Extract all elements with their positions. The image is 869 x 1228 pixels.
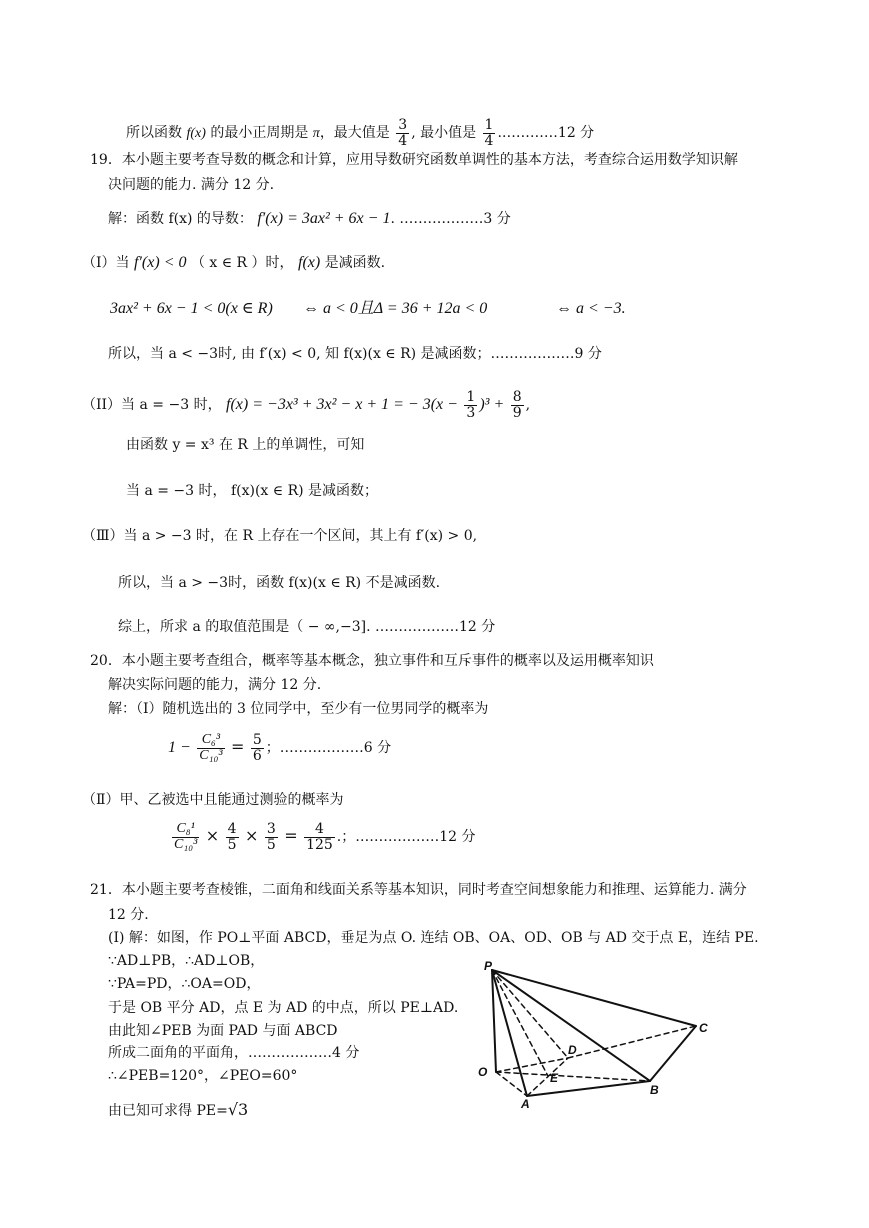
fraction-1-3: $\frac{1}{3}$ <box>466 389 476 421</box>
fraction-5-6: $\frac{5}{6}$ <box>252 732 262 764</box>
text: （II）当 a = −3 时， <box>82 397 222 414</box>
q19-conclusion-i: 所以，当 a < −3时, 由 f′(x) < 0, 知 f(x)(x ∈ R) 是减函数；………………9 分 <box>108 346 602 362</box>
text: （ x ∈ R ）时， <box>190 255 294 271</box>
fraction-1-4: $\frac{1}{4}$ <box>484 117 494 149</box>
q19-inequality-1: 3ax² + 6x − 1 < 0(x ∈ R) <box>110 300 273 317</box>
math-derivative: f′(x) = 3ax² + 6x − 1 <box>257 210 391 227</box>
math-expansion: f(x) = −3x³ + 3x² − x + 1 = − 3(x − <box>226 396 458 414</box>
edge-BC <box>650 1026 696 1081</box>
q21-part-i: (I) 解：如图，作 PO⊥平面 ABCD，垂足为点 O. 连结 OB、OA、OD、OB 与 AD 交于点 E，连结 PE. <box>108 930 759 946</box>
text: 的最小正周期是 <box>210 125 309 142</box>
q20-header-2: 解决实际问题的能力，满分 12 分. <box>108 677 322 693</box>
edge-PE <box>492 970 548 1076</box>
fraction-4-5: $\frac{4}{5}$ <box>227 821 237 853</box>
edge-PA <box>492 970 527 1096</box>
label-A: A <box>521 1097 530 1108</box>
q20-header <box>90 654 654 668</box>
text: 所以函数 <box>126 125 182 142</box>
question-number: 21． <box>90 882 122 898</box>
q19-header-2: 决问题的能力. 满分 12 分. <box>108 177 275 193</box>
text: 本小题主要考查棱锥，二面角和线面关系等基本知识，同时考查空间想象能力和推理、运算能力. 满分 <box>121 882 747 898</box>
q21-header-2: 12 分. <box>108 907 149 923</box>
score-text: .…………12 分 <box>497 125 595 142</box>
q19-summary: 综上，所求 a 的取值范围是（ − ∞,−3]. ………………12 分 <box>118 619 496 635</box>
q21-line-h: 所成二面角的平面角，………………4 分 <box>108 1045 360 1061</box>
q20-eq-1: 1 − $\frac{\text{C₆³}}{\text{C₁₀³}}$ = $\frac{5}{6}$ ；………………6 分 <box>168 732 392 764</box>
score-text: ；………………6 分 <box>265 740 392 757</box>
fraction-3-5: $\frac{3}{5}$ <box>266 821 276 853</box>
math-fprime: f′(x) < 0 <box>133 254 187 271</box>
text: 本小题主要考查组合，概率等基本概念，独立事件和互斥事件的概率以及运用概率知识 <box>121 653 654 669</box>
q19-inequality-3: ⇔ a < −3. <box>556 300 626 317</box>
q21-header <box>90 883 747 897</box>
label-P: P <box>484 959 493 973</box>
q21-line-j <box>108 1102 248 1118</box>
label-B: B <box>650 1083 659 1097</box>
text: 由已知可求得 PE= <box>108 1103 228 1119</box>
q21-line-e: ∵PA=PD，∴OA=OD， <box>108 976 261 992</box>
q21-line-g: 由此知∠PEB 为面 PAD 与面 ABCD <box>108 1023 338 1039</box>
math-pi: π <box>312 126 320 142</box>
q19-conclusion-iii: 所以，当 a > −3时，函数 f(x)(x ∈ R) 不是减函数. <box>118 575 441 591</box>
q20-solution: 解：（Ⅰ）随机选出的 3 位同学中，至少有一位男同学的概率为 <box>108 701 489 717</box>
q21-line-d: ∵AD⊥PB，∴AD⊥OB， <box>108 953 265 969</box>
question-number: 20． <box>90 653 122 669</box>
text: 是减函数. <box>324 255 386 271</box>
fraction-8-9: $\frac{8}{9}$ <box>512 389 522 421</box>
q19-derivative-line <box>108 211 511 227</box>
edge-OB <box>496 1072 650 1081</box>
fraction-4-125: $\frac{4}{125}$ <box>306 821 333 853</box>
math-fx: f(x) <box>298 254 321 271</box>
label-C: C <box>699 1021 708 1035</box>
edge-AB <box>527 1081 650 1096</box>
text: , 最小值是 <box>411 125 477 142</box>
edge-OD <box>496 1058 568 1072</box>
math-tail: )³ + <box>479 396 505 414</box>
text: （Ⅰ）当 <box>82 255 130 271</box>
question-number: 19． <box>90 152 122 168</box>
q19-monotonic: 由函数 y = x³ 在 R 上的单调性，可知 <box>126 437 365 453</box>
edge-PB <box>492 970 650 1081</box>
score-text: .；………………12 分 <box>336 829 476 846</box>
label-O: O <box>478 1065 488 1079</box>
math-fx: f(x) <box>186 126 206 142</box>
q19-decreasing: 当 a = −3 时， f(x)(x ∈ R) 是减函数； <box>126 483 379 499</box>
q20-part-ii: （Ⅱ）甲、乙被选中且能通过测验的概率为 <box>82 792 344 808</box>
q19-part-i <box>82 255 385 271</box>
q19-inequality-2: ⇔ a < 0且Δ = 36 + 12a < 0 <box>303 300 488 317</box>
q19-part-ii: （II）当 a = −3 时， f(x) = −3x³ + 3x² − x + 1 = − 3(x − $\frac{1}{3}$ )³ + $\frac{8}{9}$ , <box>82 389 531 421</box>
q21-line-f: 于是 OB 平分 AD，点 E 为 AD 的中点，所以 PE⊥AD. <box>108 1000 459 1016</box>
fraction-c81-c103: $\frac{\text{C₈¹}}{\text{C₁₀³}}$ <box>174 821 198 852</box>
label-D: D <box>568 1043 577 1057</box>
score-text: . ………………3 分 <box>390 211 511 227</box>
label-E: E <box>550 1071 559 1085</box>
edge-DC <box>568 1026 696 1058</box>
fraction-c63-c103: $\frac{\text{C₆³}}{\text{C₁₀³}}$ <box>199 732 223 763</box>
text: 解：函数 f(x) 的导数： <box>108 211 253 227</box>
edge-AD <box>527 1058 568 1096</box>
fraction-3-4: $\frac{3}{4}$ <box>398 117 408 149</box>
edge-PC <box>492 970 696 1026</box>
math-one-minus: 1 − <box>168 739 191 757</box>
q19-part-iii: （Ⅲ）当 a > −3 时，在 R 上存在一个区间，其上有 f′(x) > 0, <box>82 528 478 544</box>
line-period <box>126 118 594 148</box>
pyramid-figure <box>470 958 720 1108</box>
text: 本小题主要考查导数的概念和计算，应用导数研究函数单调性的基本方法，考查综合运用数学知识解 <box>121 152 738 168</box>
text: ，最大值是 <box>319 125 390 142</box>
math-sqrt3: √3 <box>227 1100 249 1119</box>
q21-line-i: ∴∠PEB=120°，∠PEO=60° <box>108 1068 298 1084</box>
q19-header <box>90 153 738 167</box>
q20-eq-2: $\frac{\text{C₈¹}}{\text{C₁₀³}}$ × $\frac{4}{5}$ × $\frac{3}{5}$ = $\frac{4}{125}$ .；………………12 分 <box>174 821 476 853</box>
